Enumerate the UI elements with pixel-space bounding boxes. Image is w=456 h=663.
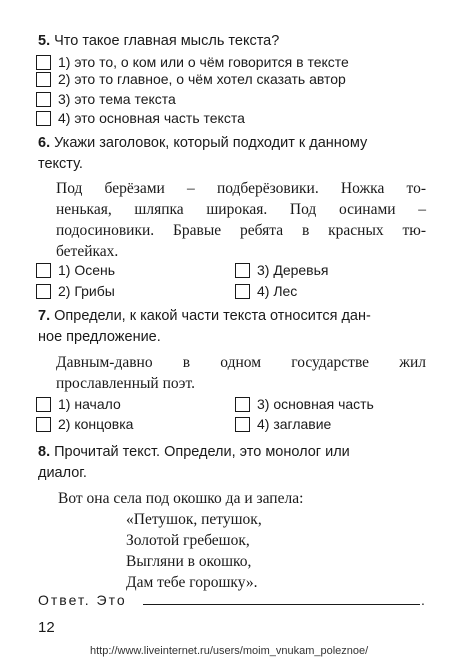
q6-title-line-2: тексту. (38, 156, 83, 172)
q8-intro: Вот она села под окошко да и запела: (58, 490, 304, 507)
q7-option-4-label: 4) заглавие (257, 416, 332, 432)
q6-option-3-label: 3) Деревья (257, 262, 329, 278)
q8-number: 8. (38, 444, 51, 460)
q8-poem (126, 509, 262, 593)
q7-title-line-2: ное предложение. (38, 329, 161, 345)
q6-option-2-label: 2) Грибы (58, 283, 115, 299)
q7-passage-line-1: Давным-давно в одном государстве жил (56, 354, 426, 371)
q7-checkbox-3[interactable] (235, 397, 250, 412)
source-watermark: http://www.liveinternet.ru/users/moim_vnukam_poleznoe/ (90, 645, 369, 657)
q7-title-line-1 (38, 307, 371, 325)
q6-option-2[interactable] (36, 283, 115, 299)
q8-poem-line-4: Дам тебе горошку». (126, 574, 258, 591)
q5-option-4[interactable] (36, 110, 245, 126)
q8-poem-line-2: Золотой гребешок, (126, 532, 250, 549)
q6-passage (56, 178, 426, 262)
q6-option-1[interactable] (36, 262, 115, 278)
q6-option-1-label: 1) Осень (58, 262, 116, 278)
q6-passage-line-1: Под берёзами – подберёзовики. Ножка то- (56, 180, 426, 197)
q8-poem-line-3: Выгляни в окошко, (126, 553, 252, 570)
q7-option-3[interactable] (235, 396, 374, 412)
page-number: 12 (38, 619, 55, 636)
q7-option-2[interactable] (36, 416, 133, 432)
q6-text-line-1: Укажи заголовок, который подходит к данному (54, 135, 368, 151)
q5-title (38, 32, 279, 50)
q5-text: Что такое главная мысль текста? (54, 33, 280, 49)
q6-option-4-label: 4) Лес (257, 283, 298, 299)
q6-passage-line-4: бетейках. (56, 243, 119, 260)
q7-option-2-label: 2) концовка (58, 416, 134, 432)
q6-option-4[interactable] (235, 283, 297, 299)
q7-option-1-label: 1) начало (58, 396, 121, 412)
answer-label: Ответ. Это (38, 592, 127, 608)
q6-passage-line-3: подосиновики. Бравые ребята в красных тю- (56, 222, 426, 239)
q7-checkbox-2[interactable] (36, 417, 51, 432)
q7-checkbox-1[interactable] (36, 397, 51, 412)
q7-passage (56, 352, 426, 394)
q5-checkbox-2[interactable] (36, 72, 51, 87)
q6-passage-line-2: ненькая, шляпка широкая. Под осинами – (56, 201, 426, 218)
q5-option-3[interactable] (36, 91, 176, 107)
q5-option-4-label: 4) это основная часть текста (58, 110, 245, 126)
answer-input-line[interactable] (143, 604, 420, 605)
q7-option-4[interactable] (235, 416, 331, 432)
q8-text-line-1: Прочитай текст. Определи, это монолог или (54, 444, 350, 460)
q5-option-2[interactable] (36, 71, 346, 87)
q5-number: 5. (38, 33, 51, 49)
q6-option-3[interactable] (235, 262, 329, 278)
q5-checkbox-4[interactable] (36, 111, 51, 126)
q6-checkbox-4[interactable] (235, 284, 250, 299)
q5-option-1-label: 1) это то, о ком или о чём говорится в тексте (58, 54, 349, 70)
q7-option-1[interactable] (36, 396, 121, 412)
q7-checkbox-4[interactable] (235, 417, 250, 432)
q6-title-line-1 (38, 134, 367, 152)
q6-checkbox-2[interactable] (36, 284, 51, 299)
q8-poem-line-1: «Петушок, петушок, (126, 511, 262, 528)
answer-end-dot: . (421, 592, 425, 608)
q6-checkbox-1[interactable] (36, 263, 51, 278)
q7-text-line-1: Определи, к какой части текста относится дан- (54, 308, 371, 324)
q5-option-3-label: 3) это тема текста (58, 91, 176, 107)
q7-number: 7. (38, 308, 51, 324)
q7-passage-line-2: прославленный поэт. (56, 375, 195, 392)
q6-checkbox-3[interactable] (235, 263, 250, 278)
q5-option-2-label: 2) это то главное, о чём хотел сказать автор (58, 71, 346, 87)
q6-number: 6. (38, 135, 51, 151)
q8-title-line-2: диалог. (38, 465, 87, 481)
q7-option-3-label: 3) основная часть (257, 396, 374, 412)
q5-checkbox-1[interactable] (36, 55, 51, 70)
q5-checkbox-3[interactable] (36, 92, 51, 107)
q8-title-line-1 (38, 443, 350, 461)
q5-option-1[interactable] (36, 54, 349, 70)
